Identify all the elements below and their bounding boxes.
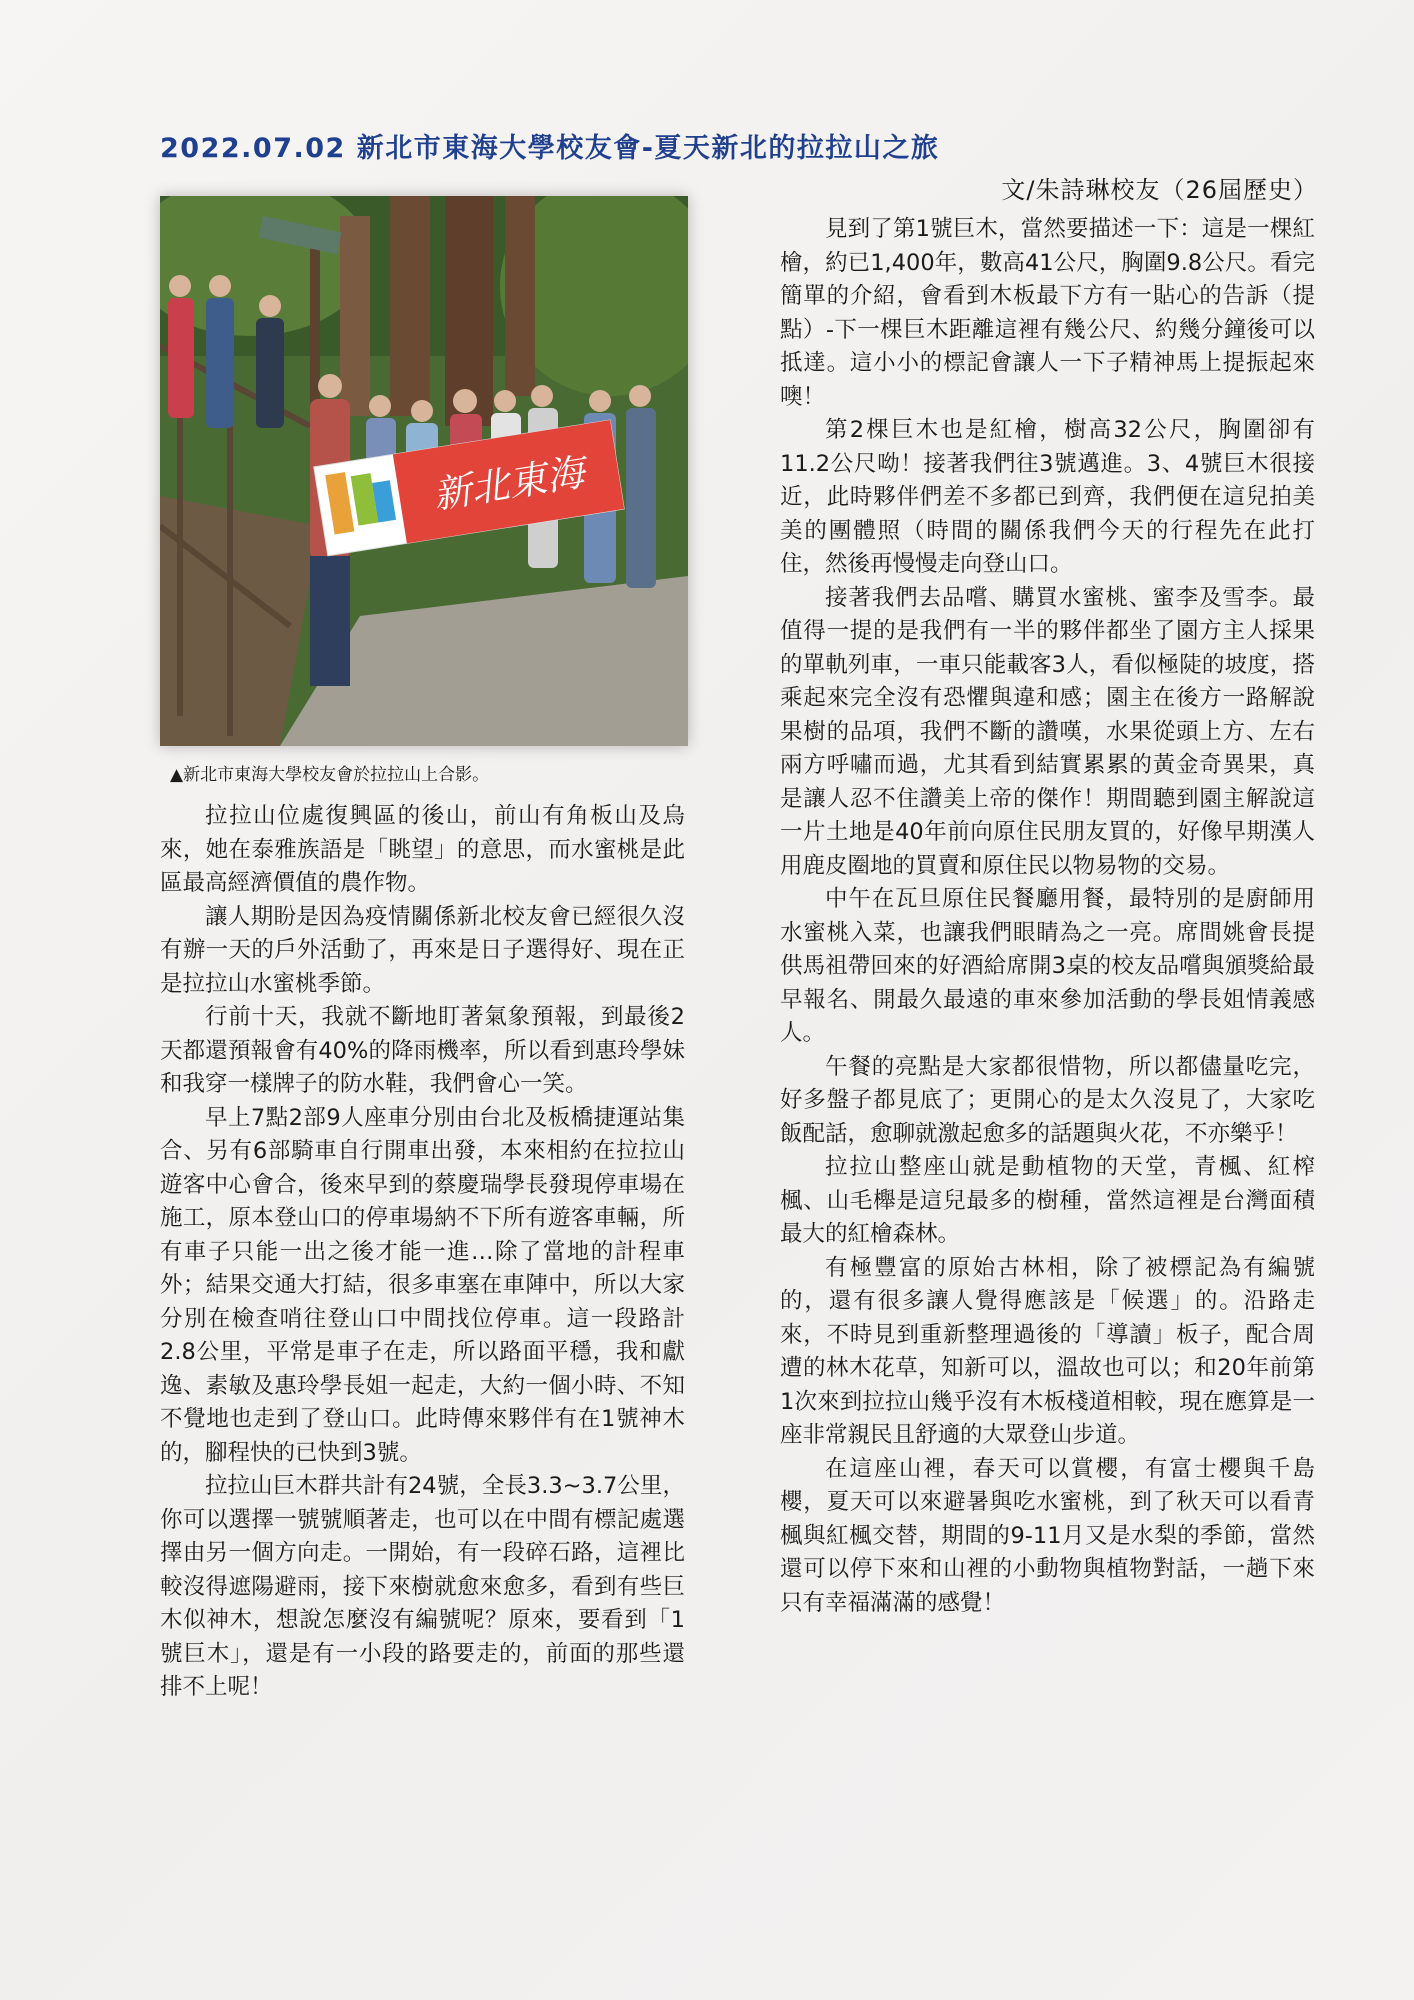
paragraph: 第2棵巨木也是紅檜，樹高32公尺，胸圍卻有11.2公尺呦！接著我們往3號邁進。3、4號巨木很接近，此時夥伴們差不多都已到齊，我們便在這兒拍美美的團體照（時間的關係我們今天的行程先在此打住，然後再慢慢走向登山口。 xyxy=(780,417,1315,577)
paragraph: 行前十天，我就不斷地盯著氣象預報，到最後2天都還預報會有40%的降雨機率，所以看到惠玲學妹和我穿一樣牌子的防水鞋，我們會心一笑。 xyxy=(160,1004,685,1097)
banner-text: 新北東海 xyxy=(430,450,588,518)
photo-caption: ▲新北市東海大學校友會於拉拉山上合影。 xyxy=(170,765,490,785)
paragraph: 中午在瓦旦原住民餐廳用餐，最特別的是廚師用水蜜桃入菜，也讓我們眼睛為之一亮。席間姚會長提供馬祖帶回來的好酒給席開3桌的校友品嚐與頒獎給最早報名、開最久最遠的車來參加活動的學長姐情義感人。 xyxy=(780,886,1315,1046)
paragraph: 在這座山裡，春天可以賞櫻，有富士櫻與千島櫻，夏天可以來避暑與吃水蜜桃，到了秋天可以看青楓與紅楓交替，期間的9-11月又是水梨的季節，當然還可以停下來和山裡的小動物與植物對話，一趟下來只有幸福滿滿的感覺！ xyxy=(780,1455,1315,1616)
paragraph: 有極豐富的原始古林相，除了被標記為有編號的，還有很多讓人覺得應該是「候選」的。沿路走來，不時見到重新整理過後的「導讀」板子，配合周遭的林木花草，知新可以，溫故也可以；和20年前第1次來到拉拉山幾乎沒有木板棧道相較，現在應算是一座非常親民且舒適的大眾登山步道。 xyxy=(780,1254,1315,1448)
right-column xyxy=(780,213,1315,1620)
paragraph: 接著我們去品嚐、購買水蜜桃、蜜李及雪李。最值得一提的是我們有一半的夥伴都坐了園方主人採果的單軌列車，一車只能載客3人，看似極陡的坡度，搭乘起來完全沒有恐懼與違和感；園主在後方一路解說果樹的品項，我們不斷的讚嘆，水果從頭上方、左右兩方呼嘯而過，尤其看到結實累累的黃金奇異果，真是讓人忍不住讚美上帝的傑作！期間聽到園主解說這一片土地是40年前向原住民朋友買的，好像早期漢人用鹿皮圈地的買賣和原住民以物易物的交易。 xyxy=(780,584,1315,879)
left-column xyxy=(160,800,685,1705)
paragraph: 拉拉山巨木群共計有24號，全長3.3~3.7公里，你可以選擇一號號順著走，也可以在中間有標記處選擇由另一個方向走。一開始，有一段碎石路，這裡比較沒得遮陽避雨，接下來樹就愈來愈多，看到有些巨木似神木，想說怎麼沒有編號呢？原來，要看到「1號巨木」，還是有一小段的路要走的，前面的那些還排不上呢！ xyxy=(160,1473,685,1700)
paragraph: 讓人期盼是因為疫情關係新北校友會已經很久沒有辦一天的戶外活動了，再來是日子選得好、現在正是拉拉山水蜜桃季節。 xyxy=(160,903,685,997)
paragraph: 午餐的亮點是大家都很惜物，所以都儘量吃完，好多盤子都見底了；更開心的是太久沒見了，大家吃飯配話，愈聊就激起愈多的話題與火花，不亦樂乎！ xyxy=(780,1053,1315,1147)
article-author: 文/朱詩琳校友（26屆歷史） xyxy=(1001,176,1318,204)
paragraph: 早上7點2部9人座車分別由台北及板橋捷運站集合、另有6部騎車自行開車出發，本來相約在拉拉山遊客中心會合，後來早到的蔡慶瑞學長發現停車場在施工，原本登山口的停車場納不下所有遊客車輛，所有車子只能一出之後才能一進…除了當地的計程車外；結果交通大打結，很多車塞在車陣中，所以大家分別在檢查哨往登山口中間找位停車。這一段路計2.8公里，平常是車子在走，所以路面平穩，我和獻逸、素敏及惠玲學長姐一起走，大約一個小時、不知不覺地也走到了登山口。此時傳來夥伴有在1號神木的，腳程快的已快到3號。 xyxy=(160,1104,685,1466)
paragraph: 見到了第1號巨木，當然要描述一下：這是一棵紅檜，約已1,400年，數高41公尺，胸圍9.8公尺。看完簡單的介紹，會看到木板最下方有一貼心的告訴（提點）-下一棵巨木距離這裡有幾公尺、約幾分鐘後可以抵達。這小小的標記會讓人一下子精神馬上提振起來噢！ xyxy=(780,216,1315,410)
paragraph: 拉拉山位處復興區的後山，前山有角板山及烏來，她在泰雅族語是「眺望」的意思，而水蜜桃是此區最高經濟價值的農作物。 xyxy=(160,803,685,896)
group-photo xyxy=(160,196,688,746)
article-title: 2022.07.02 新北市東海大學校友會-夏天新北的拉拉山之旅 xyxy=(160,133,940,164)
paragraph: 拉拉山整座山就是動植物的天堂，青楓、紅榨楓、山毛櫸是這兒最多的樹種，當然這裡是台灣面積最大的紅檜森林。 xyxy=(780,1154,1315,1247)
